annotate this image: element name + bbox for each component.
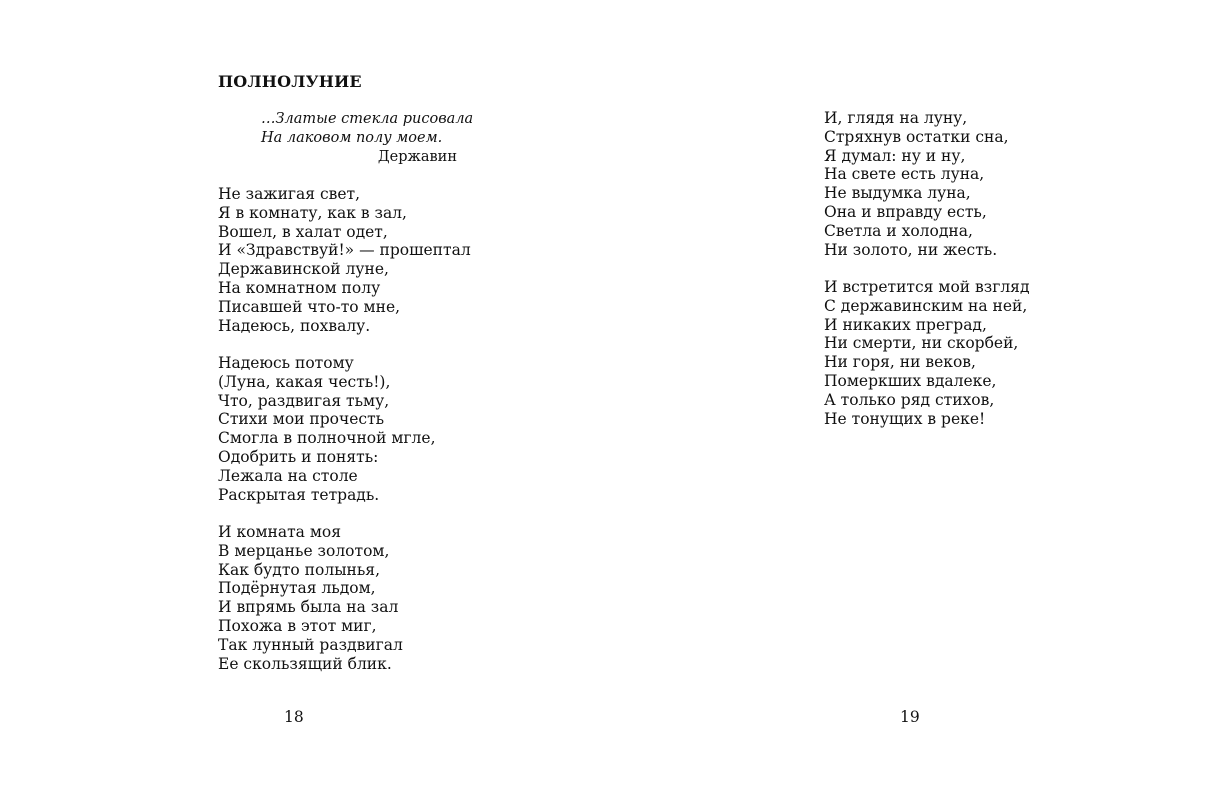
epigraph-author: Державин <box>377 148 457 165</box>
stanza-3 <box>218 523 403 673</box>
verse-line: Она и вправду есть, <box>824 202 987 221</box>
epigraph-line: …Златые стекла рисовала <box>261 111 474 127</box>
verse-line: Надеюсь, похвалу. <box>218 316 371 335</box>
verse-line: Как будто полынья, <box>218 560 381 579</box>
stanza-2 <box>218 354 436 504</box>
verse-line: Одобрить и понять: <box>218 447 379 466</box>
verse-line: Не зажигая свет, <box>218 185 361 203</box>
page-number-right: 19 <box>900 708 920 726</box>
stanza-1 <box>218 185 471 335</box>
verse-line: Подёрнутая льдом, <box>218 579 376 598</box>
verse-line: Ни горя, ни веков, <box>824 353 976 372</box>
verse-line: Я думал: ну и ну, <box>824 146 966 165</box>
verse-line: Надеюсь потому <box>218 354 354 372</box>
verse-line: Ни золото, ни жесть. <box>824 240 998 259</box>
verse-line: Похожа в этот миг, <box>218 616 377 635</box>
verse-line: Что, раздвигая тьму, <box>218 391 390 410</box>
page-number-left: 18 <box>284 708 304 726</box>
verse-line: Лежала на столе <box>218 466 358 485</box>
verse-line: В мерцанье золотом, <box>218 541 390 560</box>
verse-line: Светла и холодна, <box>824 221 973 240</box>
verse-line: А только ряд стихов, <box>824 390 995 409</box>
verse-line: На свете есть луна, <box>824 165 985 184</box>
stanza-4 <box>824 109 1009 259</box>
verse-line: Так лунный раздвигал <box>218 635 403 654</box>
right-page <box>606 0 1212 800</box>
stanza-5 <box>824 278 1030 428</box>
epigraph <box>261 110 474 166</box>
epigraph-line: На лаковом полу моем. <box>261 129 443 146</box>
verse-line: С державинским на ней, <box>824 296 1028 315</box>
verse-line: Я в комнату, как в зал, <box>218 203 407 222</box>
verse-line: И никаких преград, <box>824 315 987 334</box>
verse-line: Стряхнув остатки сна, <box>824 127 1009 146</box>
verse-line: На комнатном полу <box>218 278 381 297</box>
verse-line: Ни смерти, ни скорбей, <box>824 334 1019 353</box>
verse-line: Писавшей что-то мне, <box>218 297 401 316</box>
verse-line: Вошел, в халат одет, <box>218 222 388 241</box>
verse-line: Не тонущих в реке! <box>824 409 986 428</box>
verse-line: И «Здравствуй!» — прошептал <box>218 241 471 260</box>
verse-line: И встретится мой взгляд <box>824 278 1030 296</box>
verse-line: Стихи мои прочесть <box>218 410 385 429</box>
verse-line: (Луна, какая честь!), <box>218 372 391 391</box>
verse-line: Раскрытая тетрадь. <box>218 485 380 504</box>
verse-line: Ее скользящий блик. <box>218 654 392 673</box>
verse-line: Померкших вдалеке, <box>824 371 997 390</box>
verse-line: И, глядя на луну, <box>824 109 968 127</box>
verse-line: И впрямь была на зал <box>218 598 399 617</box>
verse-line: Не выдумка луна, <box>824 184 971 203</box>
poem-title: ПОЛНОЛУНИЕ <box>218 72 362 91</box>
verse-line: Державинской луне, <box>218 260 389 279</box>
verse-line: И комната моя <box>218 523 342 541</box>
verse-line: Смогла в полночной мгле, <box>218 429 436 448</box>
